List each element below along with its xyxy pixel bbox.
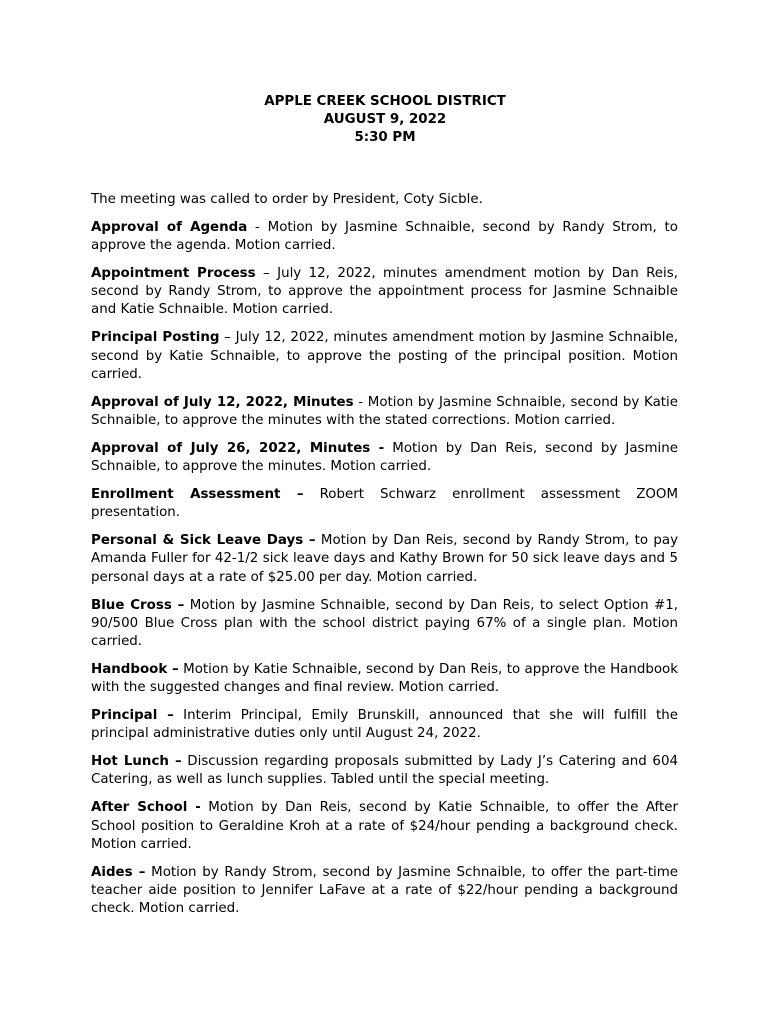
minutes-item-appointment-process: [91, 265, 678, 319]
minutes-item-agenda: [91, 219, 678, 255]
item-title: Blue Cross –: [91, 597, 185, 613]
item-text: Motion by Dan Reis, second by Katie Schnaible, to offer the After School position to Geraldine Kroh at a rate of $24/hour pending a background check. Motion carried.: [91, 800, 678, 852]
item-text: Motion by Dan Reis, second by Jasmine Schnaible, to approve the minutes. Motion carried.: [91, 440, 678, 475]
minutes-item-july26-minutes: [91, 440, 678, 476]
item-title: Principal Posting: [91, 330, 220, 346]
item-title: After School -: [91, 800, 201, 816]
minutes-item-leave-days: [91, 532, 678, 586]
minutes-item-enrollment-assessment: [91, 486, 678, 522]
item-text: Interim Principal, Emily Brunskill, announced that she will fulfill the principal administrative duties only until August 24, 2022.: [91, 708, 678, 742]
item-title: Enrollment Assessment –: [91, 487, 304, 503]
item-title: Approval of July 26, 2022, Minutes -: [91, 440, 385, 456]
minutes-item-principal: [91, 707, 678, 743]
item-title: Approval of July 12, 2022, Minutes: [91, 394, 354, 410]
item-text: Discussion regarding proposals submitted by Lady J’s Catering and 604 Catering, as well as lunch supplies. Tabled until the special meeting.: [91, 754, 678, 788]
item-text: Robert Schwarz enrollment assessment ZOOM presentation.: [91, 487, 678, 521]
minutes-item-handbook: [91, 661, 678, 697]
item-text: Motion by Randy Strom, second by Jasmine Schnaible, to offer the part-time teacher aide position to Jennifer LaFave at a rate of $22/hour pending a background check. Motion carried.: [91, 864, 678, 916]
minutes-item-aides: [91, 864, 678, 918]
document-header: [0, 93, 770, 147]
district-name: APPLE CREEK SCHOOL DISTRICT: [264, 94, 506, 109]
call-to-order: The meeting was called to order by President, Coty Sicble.: [91, 192, 483, 207]
item-title: Hot Lunch –: [91, 754, 182, 770]
meeting-date: AUGUST 9, 2022: [323, 112, 447, 127]
minutes-item-principal-posting: [91, 329, 678, 383]
item-title: Approval of Agenda: [91, 220, 248, 235]
item-text: Motion by Dan Reis, second by Randy Strom, to pay Amanda Fuller for 42-1/2 sick leave days and Kathy Brown for 50 sick leave days and 5 personal days at a rate of $25.00 per day. Motion carried.: [91, 533, 678, 585]
item-text: - Motion by Jasmine Schnaible, second by Katie Schnaible, to approve the minutes with the stated corrections. Motion carried.: [91, 394, 678, 428]
item-title: Appointment Process: [91, 266, 256, 282]
item-title: Aides –: [91, 864, 146, 880]
item-text: – July 12, 2022, minutes amendment motion by Jasmine Schnaible, second by Katie Schnaible, to approve the posting of the principal position. Motion carried.: [91, 330, 678, 382]
minutes-item-after-school: [91, 799, 678, 853]
item-text: Motion by Jasmine Schnaible, second by Dan Reis, to select Option #1, 90/500 Blue Cross plan with the school district paying 67% of a single plan. Motion carried.: [91, 597, 678, 649]
minutes-item-blue-cross: [91, 597, 678, 651]
item-text: Motion by Katie Schnaible, second by Dan Reis, to approve the Handbook with the suggested changes and final review. Motion carried.: [91, 661, 679, 695]
item-title: Handbook –: [91, 661, 179, 677]
minutes-body: [91, 191, 678, 928]
meeting-time: 5:30 PM: [354, 130, 416, 145]
item-title: Principal –: [91, 708, 174, 724]
item-title: Personal & Sick Leave Days –: [91, 533, 316, 549]
item-text: – July 12, 2022, minutes amendment motion by Dan Reis, second by Randy Strom, to approve the appointment process for Jasmine Schnaible and Katie Schnaible. Motion carried.: [91, 266, 678, 318]
minutes-item-hot-lunch: [91, 753, 678, 789]
minutes-item-july12-minutes: [91, 394, 678, 430]
item-text: - Motion by Jasmine Schnaible, second by Randy Strom, to approve the agenda. Motion carried.: [91, 220, 678, 254]
